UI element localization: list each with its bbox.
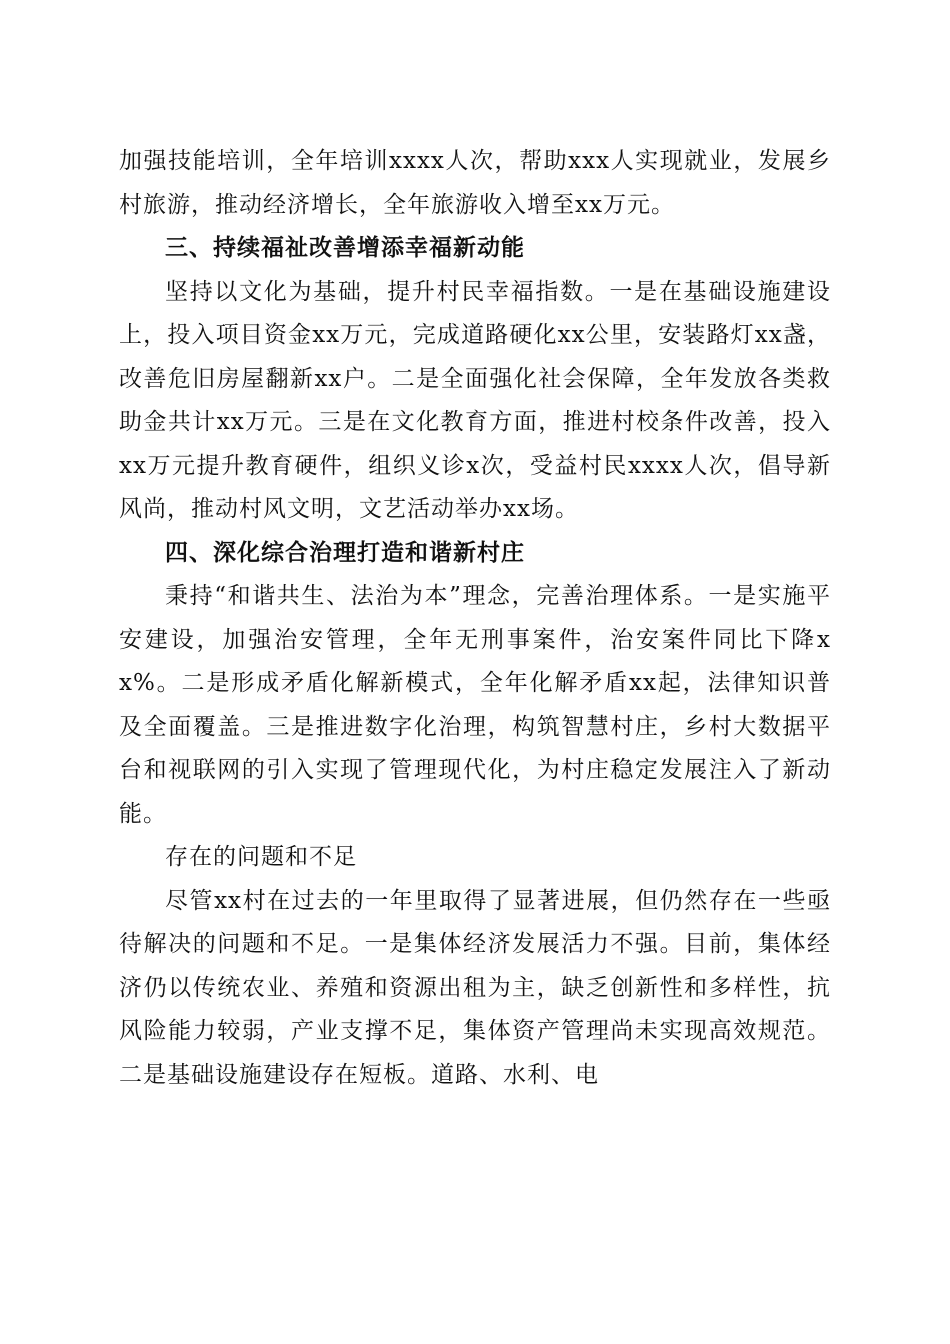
paragraph-problems: 尽管xx村在过去的一年里取得了显著进展，但仍然存在一些亟待解决的问题和不足。一是集体经济发展活力不强。目前，集体经济仍以传统农业、养殖和资源出租为主，缺乏创新性和多样性，抗风险能力较弱，产业支撑不足，集体资产管理尚未实现高效规范。二是基础设施建设存在短板。道路、水利、电: [119, 887, 831, 1088]
paragraph-welfare: 坚持以文化为基础，提升村民幸福指数。一是在基础设施建设上，投入项目资金xx万元，完成道路硬化xx公里，安装路灯xx盏，改善危旧房屋翻新xx户。二是全面强化社会保障，全年发放各类救助金共计xx万元。三是在文化教育方面，推进村校条件改善，投入xx万元提升教育硬件，组织义诊x次，受益村民xxxx人次，倡导新风尚，推动村风文明，文艺活动举办xx场。: [119, 278, 831, 522]
paragraph-governance: 秉持“和谐共生、法治为本”理念，完善治理体系。一是实施平安建设，加强治安管理，全年无刑事案件，治安案件同比下降xx%。二是形成矛盾化解新模式，全年化解矛盾xx起，法律知识普及全面覆盖。三是推进数字化治理，构筑智慧村庄，乡村大数据平台和视联网的引入实现了管理现代化，为村庄稳定发展注入了新动能。: [119, 583, 831, 827]
section-heading-4: 四、深化综合治理打造和谐新村庄: [165, 539, 525, 566]
document-body: [119, 140, 831, 1097]
section-heading-3: 三、持续福祉改善增添幸福新动能: [165, 235, 525, 261]
section-heading-problems: 存在的问题和不足: [165, 844, 357, 870]
paragraph-skills-tourism: 加强技能培训，全年培训xxxx人次，帮助xxx人实现就业，发展乡村旅游，推动经济增长，全年旅游收入增至xx万元。: [119, 148, 831, 218]
